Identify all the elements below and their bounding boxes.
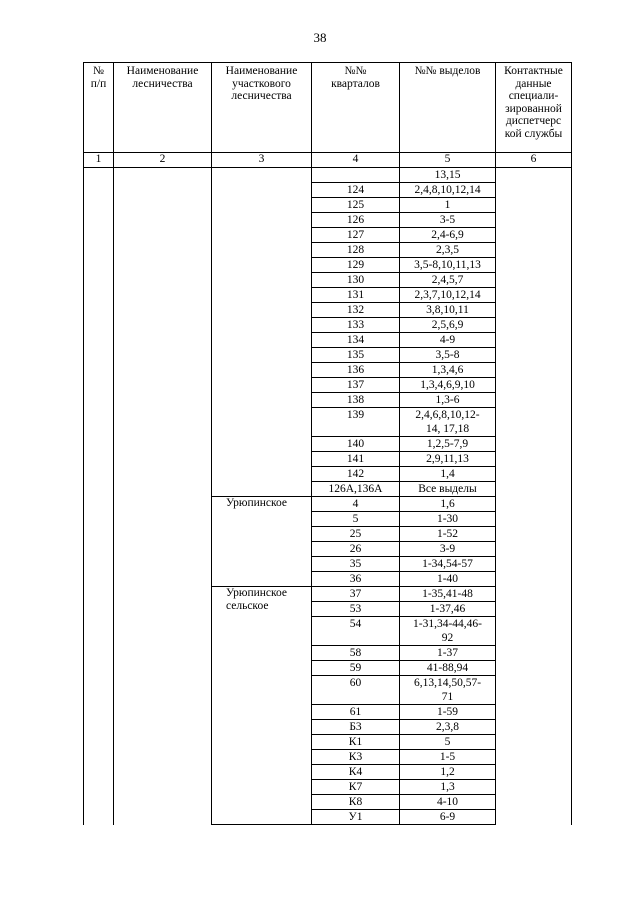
page-number: 38 [313, 30, 327, 45]
quarter-cell: 129 [312, 258, 400, 273]
quarter-cell [312, 168, 400, 183]
compartments-cell: 1-59 [400, 705, 496, 720]
quarter-cell: 54 [312, 617, 400, 646]
compartments-cell: 3-5 [400, 213, 496, 228]
quarter-cell: К3 [312, 750, 400, 765]
quarter-cell: 134 [312, 333, 400, 348]
quarter-cell: 132 [312, 303, 400, 318]
compartments-cell: 4-10 [400, 795, 496, 810]
quarter-cell: 139 [312, 408, 400, 437]
compartments-cell: 2,4,5,7 [400, 273, 496, 288]
compartments-line: 1-31,34-44,46- [413, 618, 482, 630]
compartments-cell: 13,15 [400, 168, 496, 183]
compartments-cell [400, 408, 496, 437]
forest-district-cell: Урюпинское сельское [212, 587, 312, 825]
index-cell [84, 168, 114, 587]
compartments-cell: 5 [400, 735, 496, 750]
header-line: п/п [90, 77, 107, 90]
compartments-cell: 2,4-6,9 [400, 228, 496, 243]
group-1-body [84, 168, 572, 587]
compartments-cell: 3,8,10,11 [400, 303, 496, 318]
compartments-cell [400, 676, 496, 705]
compartments-line: 92 [441, 632, 454, 644]
compartments-line: 14, 17,18 [425, 423, 470, 435]
compartments-cell: 2,3,8 [400, 720, 496, 735]
compartments-cell: 1,6 [400, 497, 496, 512]
compartments-cell: 1,2,5-7,9 [400, 437, 496, 452]
header-line: № [93, 65, 104, 77]
contacts-cell [496, 587, 572, 825]
forest-district-cell: Урюпинское [212, 497, 312, 587]
quarter-cell: 135 [312, 348, 400, 363]
header-line: лесничества [231, 90, 292, 102]
compartments-line: 6,13,14,50,57- [413, 677, 482, 689]
column-number: 4 [312, 153, 400, 168]
quarter-cell: 59 [312, 661, 400, 676]
compartments-cell: Все выделы [400, 482, 496, 497]
quarter-cell: К1 [312, 735, 400, 750]
compartments-line: 2,4,6,8,10,12- [415, 409, 480, 421]
quarter-cell: 133 [312, 318, 400, 333]
compartments-cell [400, 617, 496, 646]
forestry-cell [114, 168, 212, 587]
compartments-line: 71 [441, 691, 454, 703]
header-line: кварталов [331, 77, 380, 90]
quarter-cell: 124 [312, 183, 400, 198]
compartments-cell: 2,3,7,10,12,14 [400, 288, 496, 303]
quarter-cell: 37 [312, 587, 400, 602]
quarter-cell: 35 [312, 557, 400, 572]
compartments-cell: 2,5,6,9 [400, 318, 496, 333]
quarter-cell: 61 [312, 705, 400, 720]
compartments-cell: 1,2 [400, 765, 496, 780]
compartments-cell: 1,3,4,6,9,10 [400, 378, 496, 393]
header-line: зированной [505, 102, 562, 115]
quarter-cell: 25 [312, 527, 400, 542]
quarter-cell: 125 [312, 198, 400, 213]
compartments-cell: 1-37,46 [400, 602, 496, 617]
quarter-cell: 142 [312, 467, 400, 482]
quarter-cell: 60 [312, 676, 400, 705]
quarter-cell: 58 [312, 646, 400, 661]
quarter-cell: 141 [312, 452, 400, 467]
quarter-cell: 26 [312, 542, 400, 557]
compartments-cell: 1-34,54-57 [400, 557, 496, 572]
compartments-cell: 3,5-8 [400, 348, 496, 363]
header-compartments [400, 63, 496, 153]
header-quarters [312, 63, 400, 153]
quarter-cell: 127 [312, 228, 400, 243]
header-line: №№ выделов [414, 65, 481, 77]
compartments-cell: 1-40 [400, 572, 496, 587]
quarter-cell: 36 [312, 572, 400, 587]
quarter-cell: 5 [312, 512, 400, 527]
forest-district-cell [212, 168, 312, 497]
compartments-cell: 2,3,5 [400, 243, 496, 258]
compartments-cell: 2,4,8,10,12,14 [400, 183, 496, 198]
table-row [84, 168, 572, 183]
header-line: специали- [508, 90, 559, 102]
compartments-cell: 1,3-6 [400, 393, 496, 408]
column-number: 1 [84, 153, 114, 168]
header-index [84, 63, 114, 153]
quarter-cell: 130 [312, 273, 400, 288]
column-number: 6 [496, 153, 572, 168]
quarter-cell: К4 [312, 765, 400, 780]
header-row [84, 63, 572, 153]
compartments-cell: 1-30 [400, 512, 496, 527]
header-line: диспетчерс [505, 115, 562, 127]
compartments-cell: 2,9,11,13 [400, 452, 496, 467]
compartments-cell: 3,5-8,10,11,13 [400, 258, 496, 273]
quarter-cell: К7 [312, 780, 400, 795]
compartments-cell: 1 [400, 198, 496, 213]
compartments-cell: 1,3 [400, 780, 496, 795]
compartments-cell: 1,3,4,6 [400, 363, 496, 378]
contacts-cell [496, 168, 572, 587]
header-line: Наименование [126, 65, 199, 77]
header-forestry [114, 63, 212, 153]
quarter-cell: У1 [312, 810, 400, 825]
compartments-cell: 6-9 [400, 810, 496, 825]
compartments-cell: 3-9 [400, 542, 496, 557]
header-contacts [496, 63, 572, 153]
quarter-cell: 126А,136А [312, 482, 400, 497]
column-number: 3 [212, 153, 312, 168]
compartments-cell: 1-37 [400, 646, 496, 661]
quarter-cell: 140 [312, 437, 400, 452]
quarter-cell: 126 [312, 213, 400, 228]
quarter-cell: 136 [312, 363, 400, 378]
quarter-cell: 131 [312, 288, 400, 303]
group-2-body [84, 587, 572, 825]
quarter-cell: 4 [312, 497, 400, 512]
compartments-cell: 1-35,41-48 [400, 587, 496, 602]
header-line: данные [515, 77, 552, 90]
forest-quarters-table [83, 62, 572, 825]
quarter-cell: 128 [312, 243, 400, 258]
quarter-cell: 138 [312, 393, 400, 408]
compartments-cell: 41-88,94 [400, 661, 496, 676]
header-forest-district [212, 63, 312, 153]
table-row [84, 587, 572, 602]
compartments-cell: 1-5 [400, 750, 496, 765]
column-number: 5 [400, 153, 496, 168]
header-line: кой службы [504, 127, 563, 140]
header-line: №№ [344, 65, 367, 77]
header-line: Контактные [504, 65, 563, 77]
compartments-cell: 4-9 [400, 333, 496, 348]
column-number-row [84, 153, 572, 168]
column-number: 2 [114, 153, 212, 168]
compartments-cell: 1,4 [400, 467, 496, 482]
quarter-cell: Б3 [312, 720, 400, 735]
header-line: участкового [232, 77, 291, 90]
header-line: Наименование [225, 65, 298, 77]
quarter-cell: 53 [312, 602, 400, 617]
index-cell [84, 587, 114, 825]
quarter-cell: К8 [312, 795, 400, 810]
compartments-cell: 1-52 [400, 527, 496, 542]
header-line: лесничества [132, 77, 193, 90]
forestry-cell [114, 587, 212, 825]
quarter-cell: 137 [312, 378, 400, 393]
